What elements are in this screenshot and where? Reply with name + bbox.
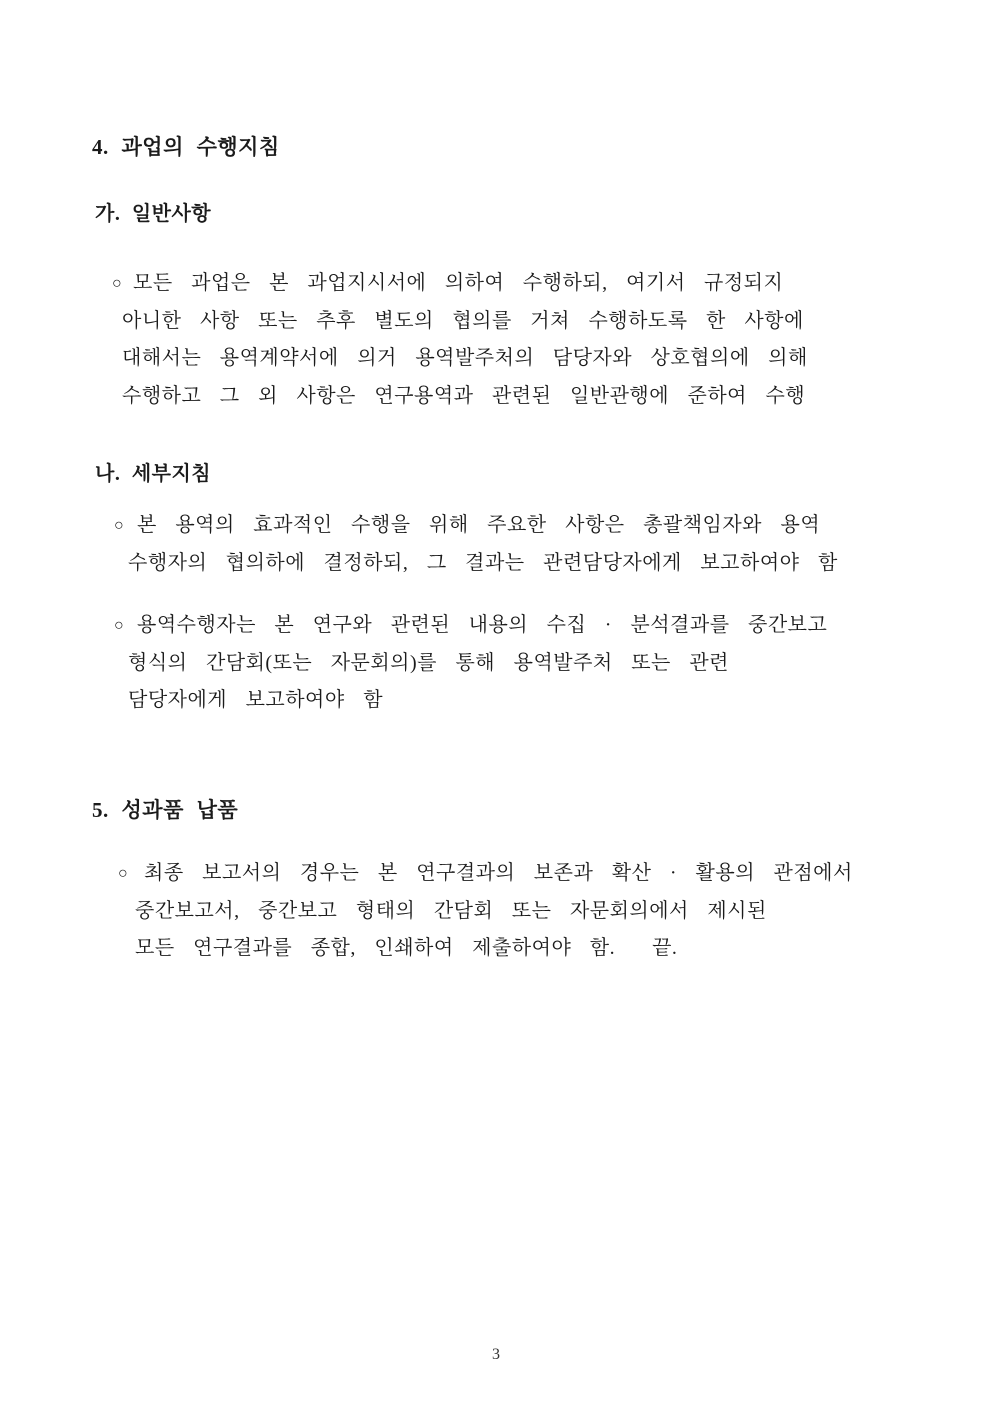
text-line-content: 최종 보고서의 경우는 본 연구결과의 보존과 확산 · 활용의 관점에서 [144,862,853,884]
page-number: 3 [492,1346,500,1363]
bullet-item [114,607,827,720]
text-line: 모든 연구결과를 종합, 인쇄하여 제출하여야 함. 끝. [135,937,678,959]
text-line: 수행하고 그 외 사항은 연구용역과 관련된 일반관행에 준하여 수행 [122,384,806,407]
bullet-item [114,507,838,582]
text-line [118,855,853,893]
circle-bullet-icon: ○ [118,865,128,882]
text-line: 아니한 사항 또는 추후 별도의 협의를 거쳐 수행하도록 한 사항에 [122,309,804,332]
section5-heading: 5. 성과품 납품 [92,798,239,822]
circle-bullet-icon: ○ [112,275,122,292]
circle-bullet-icon: ○ [114,617,124,634]
circle-bullet-icon: ○ [114,517,124,534]
bullet-item [118,855,853,968]
text-line [112,265,808,303]
text-line-content: 모든 과업은 본 과업지시서에 의하여 수행하되, 여기서 규정되지 [133,272,784,294]
text-line-content: 용역수행자는 본 연구와 관련된 내용의 수집 · 분석결과를 중간보고 [137,614,828,636]
text-line: 중간보고서, 중간보고 형태의 간담회 또는 자문회의에서 제시된 [135,899,767,922]
text-line [114,607,827,645]
text-line [114,507,838,545]
text-line: 담당자에게 보고하여야 함 [128,689,384,711]
text-line: 형식의 간담회(또는 자문회의)를 통해 용역발주처 또는 관련 [128,651,729,674]
text-line-content: 본 용역의 효과적인 수행을 위해 주요한 사항은 총괄책임자와 용역 [137,514,821,536]
text-line: 수행자의 협의하에 결정하되, 그 결과는 관련담당자에게 보고하여야 함 [128,551,838,574]
text-line: 대해서는 용역계약서에 의거 용역발주처의 담당자와 상호협의에 의해 [122,347,808,369]
section4-heading: 4. 과업의 수행지침 [92,135,280,159]
subsection-na-heading: 나. 세부지침 [95,463,212,485]
bullet-item [112,265,808,415]
subsection-ga-heading: 가. 일반사항 [95,203,212,225]
